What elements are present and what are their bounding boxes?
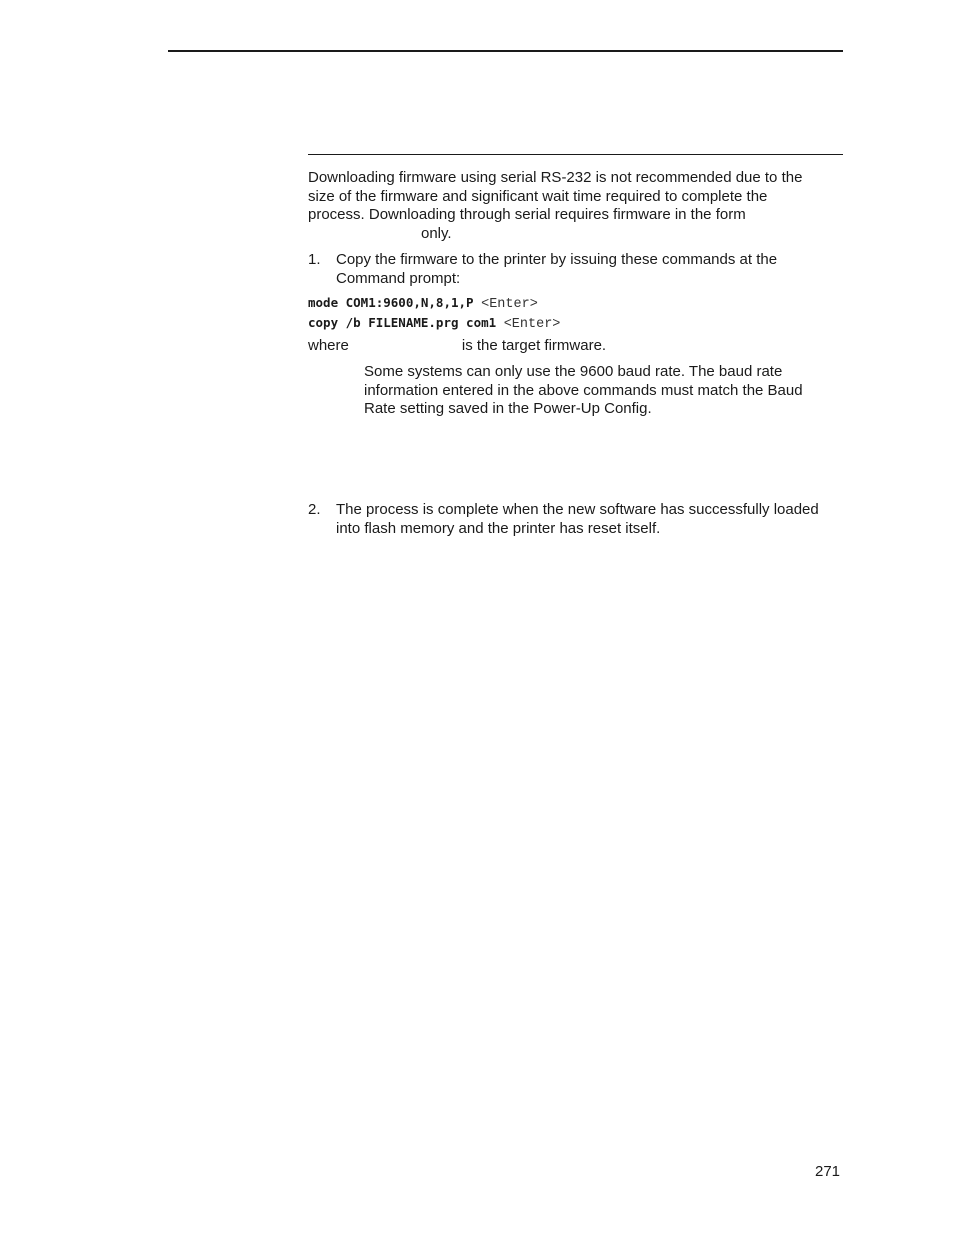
where-line: [308, 337, 606, 356]
note-block: [364, 363, 803, 419]
note-line-1: Some systems can only use the 9600 baud rate. The baud rate: [364, 363, 783, 380]
intro-line-3: process. Downloading through serial requires firmware in the form: [308, 206, 746, 223]
header-rule: [168, 50, 843, 52]
step-2-line-1: The process is complete when the new software has successfully loaded: [336, 501, 819, 518]
step-2-text: [336, 501, 819, 538]
command-copy-text: copy /b FILENAME.prg com1: [308, 315, 497, 330]
note-line-3: Rate setting saved in the Power-Up Config.: [364, 400, 652, 417]
step-1-text: [336, 251, 777, 288]
where-prefix: where: [308, 337, 349, 354]
step-1-line-2: Command prompt:: [336, 269, 461, 287]
command-mode-text: mode COM1:9600,N,8,1,P: [308, 295, 474, 310]
page-number: 271: [815, 1163, 841, 1180]
step-2-number: 2.: [308, 501, 321, 518]
step-2-line-2: into flash memory and the printer has reset itself.: [336, 519, 661, 537]
step-1-line-1: Copy the firmware to the printer by issuing these commands at the: [336, 251, 778, 268]
intro-only-text: only.: [421, 224, 452, 242]
section-rule: [308, 154, 843, 155]
command-mode: [308, 295, 538, 313]
where-suffix: is the target firmware.: [461, 337, 607, 354]
intro-paragraph: [308, 169, 802, 243]
intro-line-2: size of the firmware and significant wait time required to complete the: [308, 187, 768, 205]
step-1-number: 1.: [308, 251, 321, 268]
command-copy: [308, 315, 560, 333]
intro-line-1: Downloading firmware using serial RS-232 is not recommended due to the: [308, 169, 803, 186]
intro-line-4: [308, 225, 802, 244]
enter-key-label: <Enter>: [481, 297, 538, 312]
enter-key-label: <Enter>: [503, 317, 561, 332]
note-line-2: information entered in the above commands must match the Baud: [364, 381, 803, 399]
